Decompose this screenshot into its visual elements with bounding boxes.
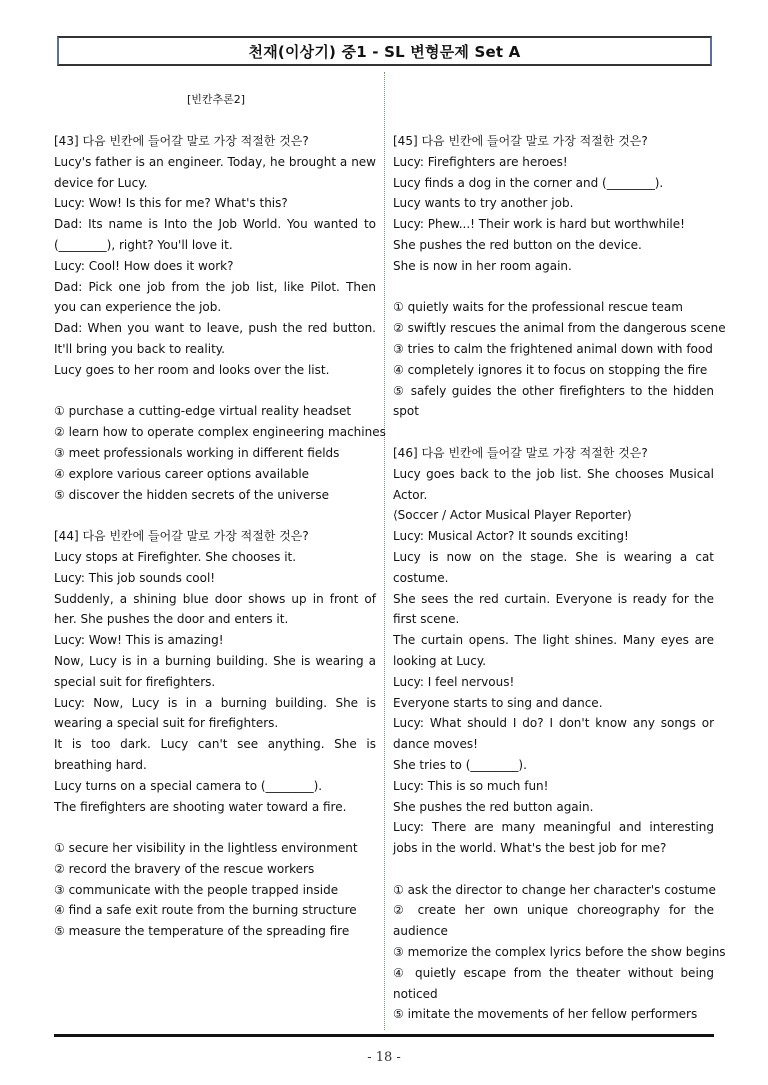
question-44-option-5: ⑤ measure the temperature of the spreading fire xyxy=(54,924,350,939)
question-45-heading: [45] 다음 빈칸에 들어갈 말로 가장 적절한 것은? xyxy=(393,134,648,148)
question-43-option-5: ⑤ discover the hidden secrets of the universe xyxy=(54,487,329,502)
question-46-option-3: ③ memorize the complex lyrics before the show begins xyxy=(393,945,726,960)
question-45-option-3: ③ tries to calm the frightened animal down with food xyxy=(393,341,713,356)
page-title: 천재(이상기) 중1 - SL 변형문제 Set A xyxy=(248,42,521,61)
question-44-text: Lucy turns on a special camera to (________). xyxy=(54,778,323,793)
question-44-text: Lucy: This job sounds cool! xyxy=(54,570,216,585)
question-46-option-2: ② create her own unique choreography for the audience xyxy=(393,903,714,939)
question-46-text: She tries to (________). xyxy=(393,757,527,772)
question-44-text: It is too dark. Lucy can't see anything. She is breathing hard. xyxy=(54,737,376,772)
question-43-text: Lucy: Wow! Is this for me? What's this? xyxy=(54,196,288,211)
question-46-text: Lucy: There are many meaningful and interesting jobs in the world. What's the best job for me? xyxy=(393,820,714,856)
question-46-text: ⟨Soccer / Actor Musical Player Reporter⟩ xyxy=(393,508,632,523)
question-44-text: Now, Lucy is in a burning building. She is wearing a special suit for firefighters. xyxy=(54,653,376,689)
question-46-option-4: ④ quietly escape from the theater without being noticed xyxy=(393,965,714,1001)
question-46-option-5: ⑤ imitate the movements of her fellow performers xyxy=(393,1007,698,1022)
question-46-heading: [46] 다음 빈칸에 들어갈 말로 가장 적절한 것은? xyxy=(393,445,648,460)
question-46-text: Lucy: This is so much fun! xyxy=(393,778,549,793)
question-46-text: She sees the red curtain. Everyone is ready for the first scene. xyxy=(393,591,714,627)
question-44-option-4: ④ find a safe exit route from the burning structure xyxy=(54,903,357,918)
question-45-text: Lucy wants to try another job. xyxy=(393,196,574,211)
question-45-option-1: ① quietly waits for the professional rescue team xyxy=(393,300,683,315)
question-45-text: She pushes the red button on the device. xyxy=(393,237,642,252)
question-43-heading: [43] 다음 빈칸에 들어갈 말로 가장 적절한 것은? xyxy=(54,134,309,148)
question-45-text: Lucy finds a dog in the corner and (________). xyxy=(393,175,664,190)
question-43-text: Dad: Its name is Into the Job World. You wanted to (________), right? You'll love it. xyxy=(54,217,376,252)
page-number: - 18 - xyxy=(367,1050,401,1065)
question-44-text: Lucy: Wow! This is amazing! xyxy=(54,633,224,648)
question-43-text: Lucy: Cool! How does it work? xyxy=(54,258,234,273)
question-44-option-3: ③ communicate with the people trapped inside xyxy=(54,882,339,897)
column-divider xyxy=(384,72,385,1030)
question-46-text: Lucy is now on the stage. She is wearing a cat costume. xyxy=(393,549,714,585)
question-44-text: Suddenly, a shining blue door shows up in front of her. She pushes the door and enters it. xyxy=(54,591,376,627)
question-46-text: Lucy: I feel nervous! xyxy=(393,674,515,689)
question-46-text: Lucy: Musical Actor? It sounds exciting! xyxy=(393,529,629,544)
question-46-text: Everyone starts to sing and dance. xyxy=(393,695,603,710)
question-45-option-4: ④ completely ignores it to focus on stopping the fire xyxy=(393,362,708,377)
question-46-option-1: ① ask the director to change her character's costume xyxy=(393,882,716,897)
question-44-option-1: ① secure her visibility in the lightless environment xyxy=(54,841,358,856)
question-43-option-2: ② learn how to operate complex engineering machines xyxy=(54,425,386,440)
question-45-option-5: ⑤ safely guides the other firefighters to the hidden spot xyxy=(393,383,714,419)
question-46-text: Lucy goes back to the job list. She chooses Musical Actor. xyxy=(393,466,714,502)
question-46-text: Lucy: What should I do? I don't know any songs or dance moves! xyxy=(393,716,714,752)
question-45-option-2: ② swiftly rescues the animal from the dangerous scene xyxy=(393,321,726,336)
left-column xyxy=(54,131,386,942)
question-46-text: She pushes the red button again. xyxy=(393,799,594,814)
question-46-text: The curtain opens. The light shines. Many eyes are looking at Lucy. xyxy=(393,633,714,668)
bottom-rule xyxy=(54,1034,714,1037)
right-column xyxy=(393,131,726,1025)
question-44-heading: [44] 다음 빈칸에 들어갈 말로 가장 적절한 것은? xyxy=(54,529,309,544)
question-43-text: Dad: Pick one job from the job list, like Pilot. Then you can experience the job. xyxy=(54,279,376,315)
question-45-text: Lucy: Firefighters are heroes! xyxy=(393,154,568,169)
question-43-text: Lucy's father is an engineer. Today, he brought a new device for Lucy. xyxy=(54,154,376,190)
question-44-text: The firefighters are shooting water toward a fire. xyxy=(54,799,347,814)
question-43-text: Lucy goes to her room and looks over the list. xyxy=(54,362,330,377)
question-44-text: Lucy stops at Firefighter. She chooses it. xyxy=(54,549,297,564)
question-44-option-2: ② record the bravery of the rescue workers xyxy=(54,861,315,876)
question-45-text: She is now in her room again. xyxy=(393,258,572,273)
section-label: [빈칸추론2] xyxy=(187,93,246,106)
question-43-option-3: ③ meet professionals working in different fields xyxy=(54,445,340,460)
question-44-text: Lucy: Now, Lucy is in a burning building. She is wearing a special suit for firefighters. xyxy=(54,695,376,731)
question-43-option-1: ① purchase a cutting-edge virtual reality headset xyxy=(54,404,352,419)
question-43-text: Dad: When you want to leave, push the red button. It'll bring you back to reality. xyxy=(54,321,376,356)
question-43-option-4: ④ explore various career options available xyxy=(54,466,310,481)
page-title-box xyxy=(57,36,712,66)
question-45-text: Lucy: Phew...! Their work is hard but worthwhile! xyxy=(393,217,685,232)
